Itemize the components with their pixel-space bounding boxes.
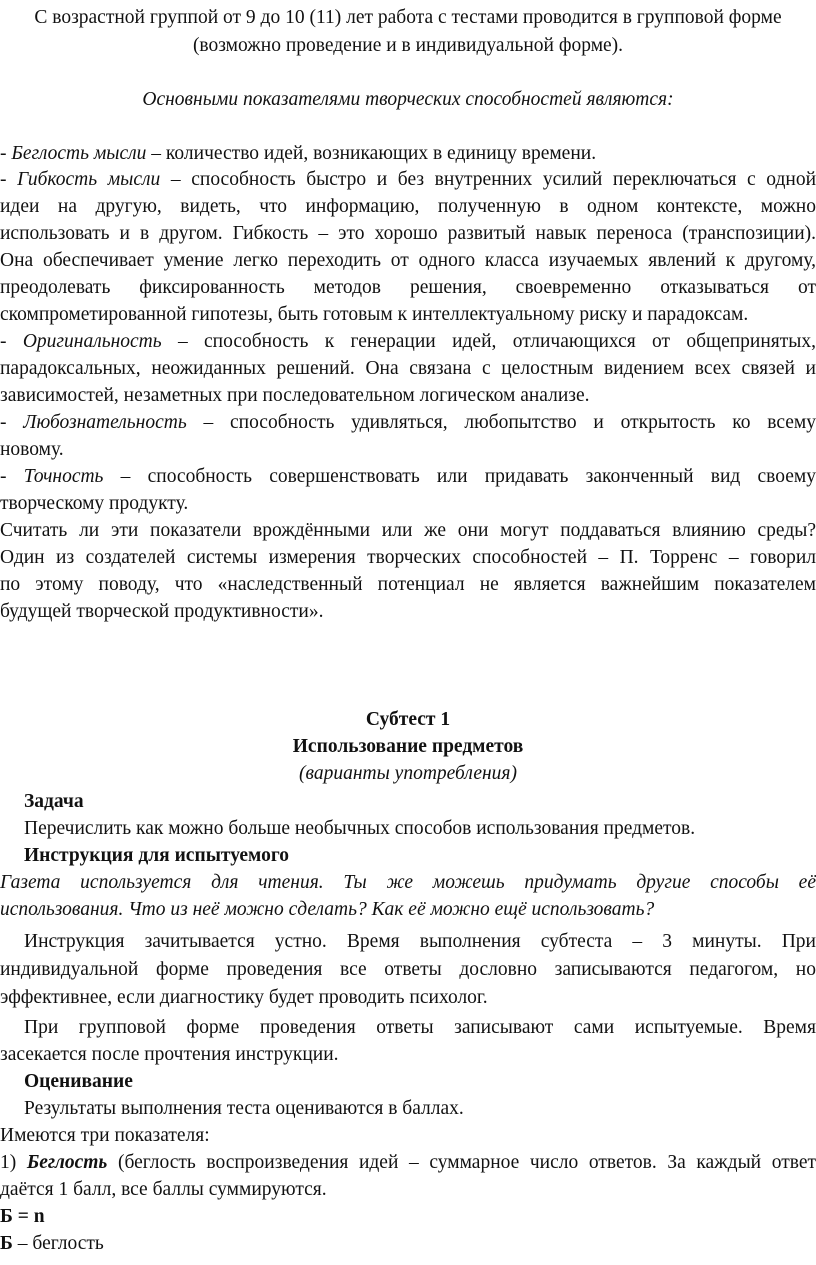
text-line: будущей творческой продуктивности». — [0, 601, 324, 622]
text-line: идеи на другую, видеть, что информацию, полученную в одном контексте, можно — [0, 196, 816, 217]
task-label: Задача — [24, 791, 84, 812]
instruction-label: Инструкция для испытуемого — [24, 845, 289, 866]
indicator-term: Точность — [23, 466, 104, 487]
text-line: преодолевать фиксированность методов решения, своевременно отказываться от — [0, 277, 816, 298]
subtest-number: Субтест 1 — [365, 709, 451, 730]
intro-line-1: С возрастной группой от 9 до 10 (11) лет работа с тестами проводится в групповой форме — [34, 7, 782, 28]
group-form-line: засекается после прочтения инструкции. — [0, 1044, 339, 1065]
indicator-originality: - Оригинальность – способность к генерации идей, отличающихся от общепринятых, — [0, 331, 816, 352]
indicators-heading: Основными показателями творческих способностей являются: — [142, 89, 674, 110]
indicator-flexibility: - Гибкость мысли – способность быстро и без внутренних усилий переключаться с одной — [0, 169, 816, 190]
scoring-definition: Б – беглость — [0, 1233, 104, 1254]
text-line: парадоксальных, неожиданных решений. Она связана с целостным видением всех связей и — [0, 358, 816, 379]
scoring-item-line-2: даётся 1 балл, все баллы суммируются. — [0, 1179, 327, 1200]
scoring-line-1: Результаты выполнения теста оцениваются в баллах. — [24, 1098, 464, 1119]
definition-term: Б — [0, 1233, 13, 1254]
indicator-term: Гибкость мысли — [17, 169, 161, 190]
text-line: зависимостей, незаметных при последовательном логическом анализе. — [0, 385, 590, 406]
indicator-term: Любознательность — [23, 412, 187, 433]
scoring-item-fluency: 1) Беглость (беглость воспроизведения идей – суммарное число ответов. За каждый ответ — [0, 1152, 816, 1173]
text-line: Считать ли эти показатели врождёнными или же они могут поддаваться влиянию среды? — [0, 520, 816, 541]
text-line: использовать и в другом. Гибкость – это хорошо развитый навык переноса (транспозиции). — [0, 223, 816, 244]
procedure-line: эффективнее, если диагностику будет проводить психолог. — [0, 987, 488, 1008]
subtest-subtitle: (варианты употребления) — [299, 763, 517, 784]
task-text: Перечислить как можно больше необычных способов использования предметов. — [24, 818, 696, 839]
intro-line-2: (возможно проведение и в индивидуальной форме). — [192, 35, 624, 56]
text-line: творческому продукту. — [0, 493, 189, 514]
scoring-term: Беглость — [26, 1152, 108, 1173]
text-line: Она обеспечивает умение легко переходить от одного класса изучаемых явлений к другому, — [0, 250, 816, 271]
indicator-term: Беглость мысли — [11, 143, 147, 164]
indicator-term: Оригинальность — [22, 331, 162, 352]
instruction-line-1: Газета используется для чтения. Ты же можешь придумать другие способы её — [0, 872, 816, 893]
scoring-formula: Б = n — [0, 1206, 45, 1227]
text-line: новому. — [0, 439, 64, 460]
procedure-line: Инструкция зачитывается устно. Время выполнения субтеста – 3 минуты. При — [24, 931, 816, 952]
scoring-line-2: Имеются три показателя: — [0, 1125, 210, 1146]
group-form-line: При групповой форме проведения ответы записывают сами испытуемые. Время — [24, 1017, 816, 1038]
indicator-precision: - Точность – способность совершенствовать или придавать законченный вид своему — [0, 466, 816, 487]
instruction-line-2: использования. Что из неё можно сделать? Как её можно ещё использовать? — [0, 899, 655, 920]
text-line: по этому поводу, что «наследственный потенциал не является важнейшим показателем — [0, 574, 816, 595]
text-line: скомпрометированной гипотезы, быть готовым к интеллектуальному риску и парадоксам. — [0, 304, 749, 325]
indicator-curiosity: - Любознательность – способность удивляться, любопытство и открытость ко всему — [0, 412, 816, 433]
subtest-title: Использование предметов — [292, 736, 524, 757]
scoring-label: Оценивание — [24, 1071, 133, 1092]
procedure-line: индивидуальной форме проведения все ответы дословно записываются педагогом, но — [0, 959, 816, 980]
indicator-fluency: - Беглость мысли – количество идей, возникающих в единицу времени. — [0, 143, 597, 164]
text-line: Один из создателей системы измерения творческих способностей – П. Торренс – говорил — [0, 547, 816, 568]
